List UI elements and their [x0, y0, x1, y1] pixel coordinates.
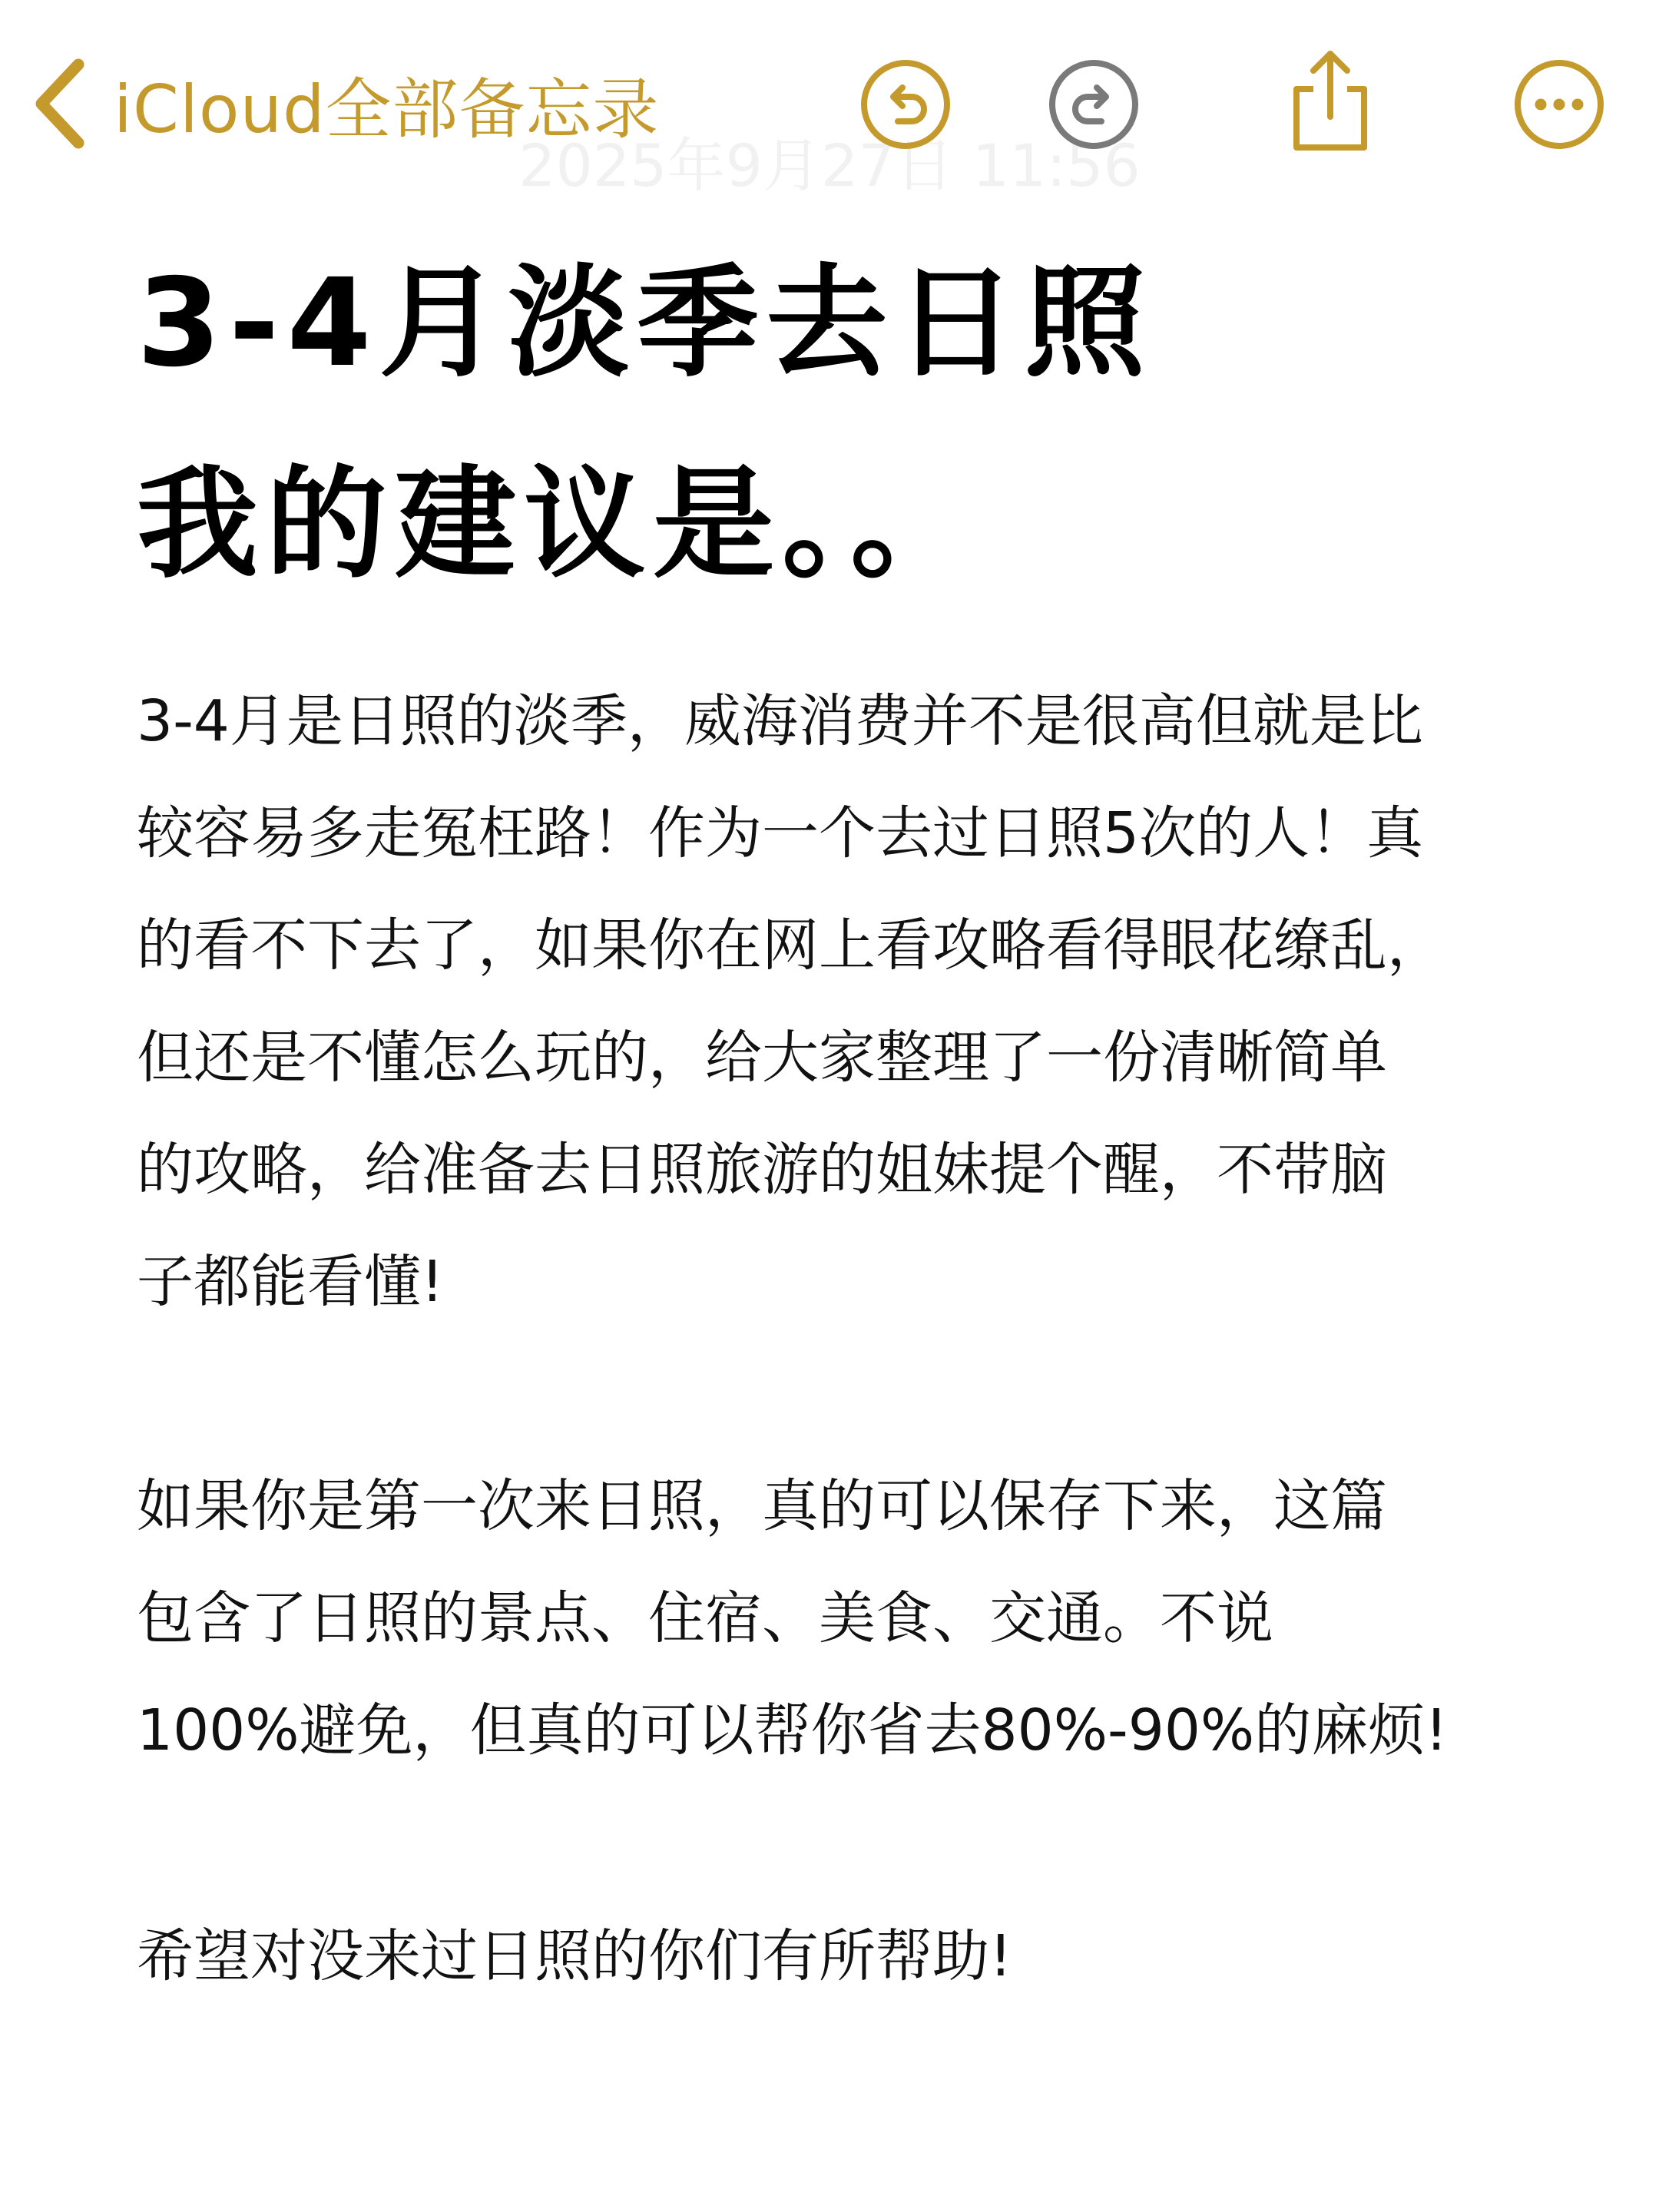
redo-icon	[1046, 57, 1141, 152]
note-paragraph-closing[interactable]	[137, 1900, 1565, 2012]
text-line: 但还是不懂怎么玩的，给大家整理了一份清晰简单	[137, 1025, 1387, 1091]
undo-button[interactable]	[858, 57, 953, 152]
note-title[interactable]	[137, 223, 1596, 625]
share-icon	[1283, 46, 1378, 154]
text-line: 子都能看懂!	[137, 1249, 444, 1315]
note-timestamp: 2025年9月27日 11:56	[518, 131, 1141, 200]
text-line: 希望对没来过日照的你们有所帮助!	[137, 1923, 1012, 1989]
undo-icon	[858, 57, 953, 152]
text-line: 较容易多走冤枉路！作为一个去过日照5次的人！真	[137, 800, 1424, 866]
text-line: 100%避免，但真的可以帮你省去80%-90%的麻烦!	[137, 1697, 1448, 1763]
more-icon	[1512, 57, 1607, 152]
text-line: 如果你是第一次来日照，真的可以保存下来，这篇	[137, 1473, 1387, 1539]
share-button[interactable]	[1283, 46, 1378, 154]
note-title-line: 我的建议是。。	[137, 454, 979, 595]
more-button[interactable]	[1512, 57, 1607, 152]
text-line: 的看不下去了，如果你在网上看攻略看得眼花缭乱，	[137, 912, 1444, 979]
back-button-label: iCloud全部备忘录	[114, 71, 660, 148]
note-paragraph-contents[interactable]	[137, 1450, 1565, 1786]
text-line: 的攻略，给准备去日照旅游的姐妹提个醒，不带脑	[137, 1137, 1387, 1203]
text-line: 包含了日照的景点、住宿、美食、交通。不说	[137, 1585, 1273, 1651]
text-line: 3-4月是日照的淡季，威海消费并不是很高但就是比	[137, 688, 1423, 754]
note-paragraph-intro[interactable]	[137, 665, 1565, 1338]
top-toolbar	[0, 0, 1659, 200]
redo-button[interactable]	[1046, 57, 1141, 152]
note-title-line: 3-4月淡季去日照	[137, 253, 1154, 394]
